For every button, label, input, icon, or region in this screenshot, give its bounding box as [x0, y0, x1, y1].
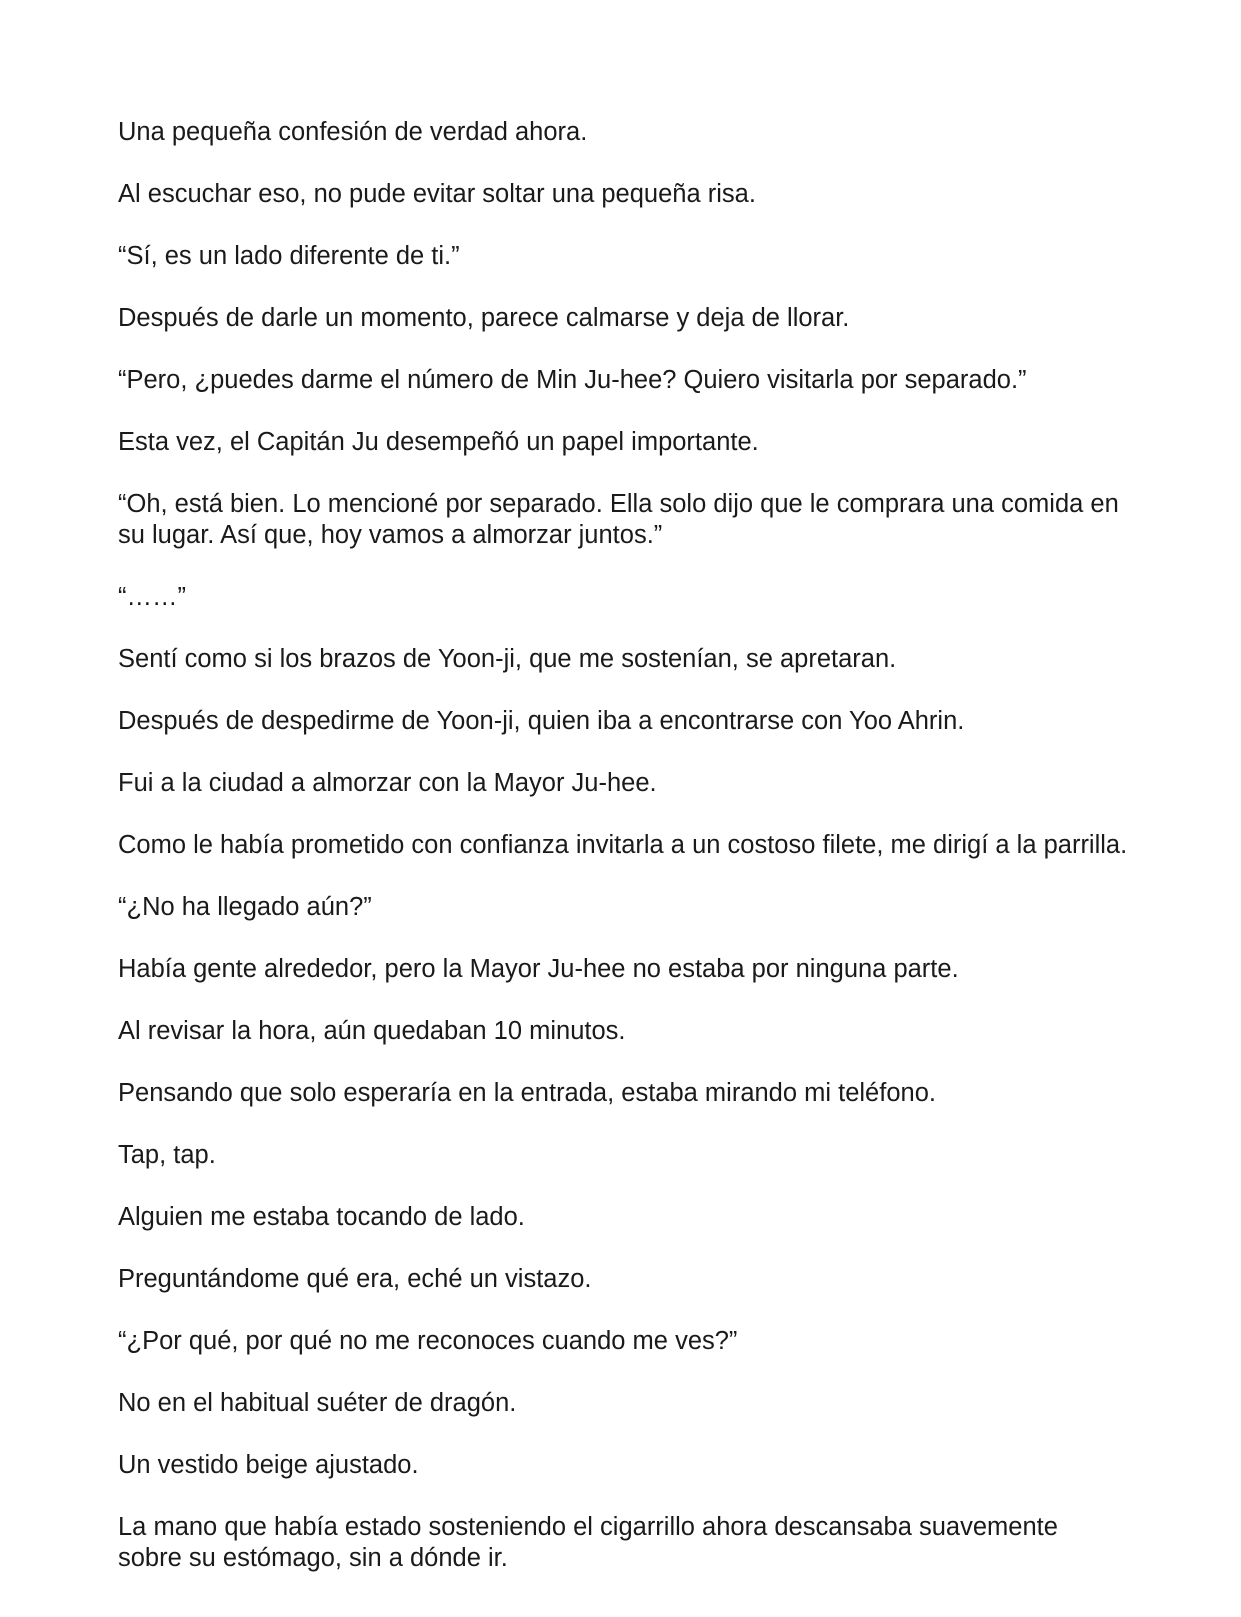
paragraph: “¿Por qué, por qué no me reconoces cuando me ves?”	[118, 1327, 738, 1355]
paragraph: Preguntándome qué era, eché un vistazo.	[118, 1265, 592, 1293]
paragraph: Después de despedirme de Yoon-ji, quien iba a encontrarse con Yoo Ahrin.	[118, 707, 965, 735]
paragraph: “……”	[118, 583, 186, 611]
paragraph: Tap, tap.	[118, 1141, 216, 1169]
paragraph: “Oh, está bien. Lo mencioné por separado. Ella solo dijo que le comprara una comida en su lugar. Así que, hoy vamos a almorzar juntos.”	[118, 490, 1119, 549]
paragraph: “¿No ha llegado aún?”	[118, 893, 372, 921]
document-body	[118, 117, 1128, 1605]
paragraph: Pensando que solo esperaría en la entrada, estaba mirando mi teléfono.	[118, 1079, 936, 1107]
paragraph: No en el habitual suéter de dragón.	[118, 1389, 517, 1417]
paragraph: Un vestido beige ajustado.	[118, 1451, 419, 1479]
paragraph: Sentí como si los brazos de Yoon-ji, que me sostenían, se apretaran.	[118, 645, 897, 673]
paragraph: Esta vez, el Capitán Ju desempeñó un papel importante.	[118, 428, 759, 456]
paragraph: Como le había prometido con confianza invitarla a un costoso filete, me dirigí a la parrilla.	[118, 831, 1128, 859]
paragraph: “Pero, ¿puedes darme el número de Min Ju-hee? Quiero visitarla por separado.”	[118, 366, 1027, 394]
paragraph: Al escuchar eso, no pude evitar soltar una pequeña risa.	[118, 180, 756, 208]
paragraph: Al revisar la hora, aún quedaban 10 minutos.	[118, 1017, 626, 1045]
paragraph: Después de darle un momento, parece calmarse y deja de llorar.	[118, 304, 850, 332]
paragraph: Fui a la ciudad a almorzar con la Mayor Ju-hee.	[118, 769, 657, 797]
paragraph: Una pequeña confesión de verdad ahora.	[118, 118, 588, 146]
paragraph: “Sí, es un lado diferente de ti.”	[118, 242, 460, 270]
paragraph: Había gente alrededor, pero la Mayor Ju-hee no estaba por ninguna parte.	[118, 955, 959, 983]
paragraph: Alguien me estaba tocando de lado.	[118, 1203, 525, 1231]
paragraph: La mano que había estado sosteniendo el cigarrillo ahora descansaba suavemente sobre su estómago, sin a dónde ir.	[118, 1513, 1058, 1572]
